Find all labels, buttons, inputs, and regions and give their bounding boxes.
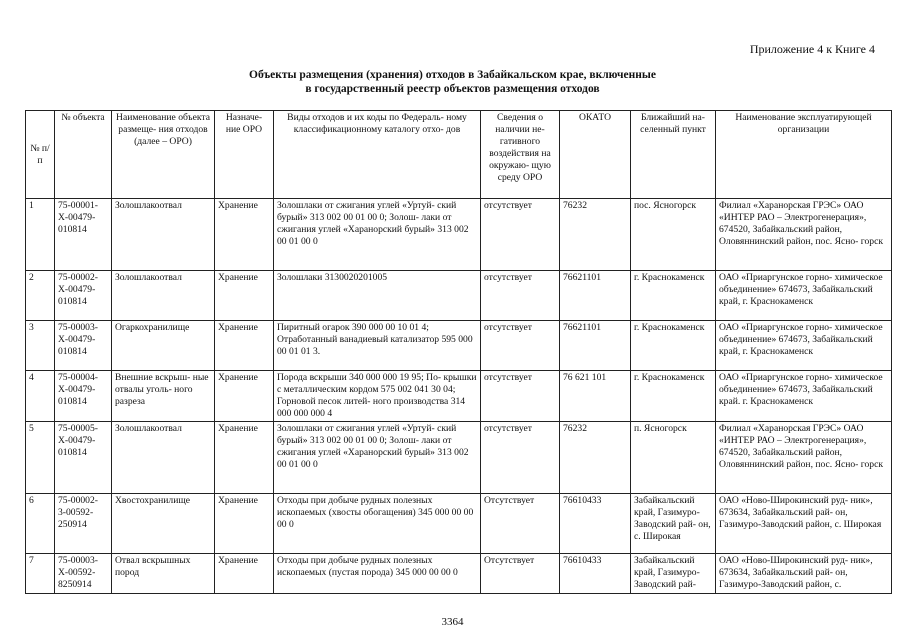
header-row (26, 111, 892, 199)
header-num: № п/п (26, 111, 55, 199)
header-settlement: Ближайший на- селенный пункт (631, 111, 716, 199)
header-name: Наименование объекта размеще- ния отходов (далее – ОРО) (112, 111, 215, 199)
cell-purpose: Хранение (215, 199, 274, 271)
cell-okato: 76232 (560, 199, 631, 271)
cell-operator: Филиал «Харанорская ГРЭС» ОАО «ИНТЕР РАО – Электрогенерация», 674520, Забайкальский район, Оловяннинский район, пос. Ясно- горск (716, 422, 892, 494)
cell-name: Золошлакоотвал (112, 199, 215, 271)
cell-impact: Отсутствует (481, 554, 560, 594)
title-line-1: Объекты размещения (хранения) отходов в Забайкальском крае, включенные (249, 69, 656, 81)
cell-okato: 76621101 (560, 321, 631, 371)
cell-impact: отсутствует (481, 422, 560, 494)
cell-purpose: Хранение (215, 271, 274, 321)
title-line-2: в государственный реестр объектов размещения отходов (305, 83, 600, 95)
header-purpose: Назначе- ние ОРО (215, 111, 274, 199)
cell-waste: Отходы при добыче рудных полезных ископаемых (пустая порода) 345 000 00 00 0 (274, 554, 481, 594)
cell-operator: ОАО «Ново-Широкинский руд- ник», 673634, Забайкальский рай- он, Газимуро-Заводский район, с. (716, 554, 892, 594)
cell-num: 3 (26, 321, 55, 371)
table-row (26, 422, 892, 494)
page-number: 3364 (441, 616, 464, 628)
registry-table (25, 110, 892, 594)
table-row (26, 371, 892, 422)
cell-operator: ОАО «Приаргунское горно- химическое объединение» 674673, Забайкальский край. г. Краснокаменск (716, 371, 892, 422)
cell-waste: Порода вскрыши 340 000 000 19 95; По- крышки с металлическим кордом 575 002 041 30 04; Горновой песок литей- ного производства 314 000 000 000 4 (274, 371, 481, 422)
cell-purpose: Хранение (215, 371, 274, 422)
cell-num: 5 (26, 422, 55, 494)
cell-impact: отсутствует (481, 199, 560, 271)
cell-object-no: 75-00005- Х-00479- 010814 (55, 422, 112, 494)
cell-waste: Золошлаки 3130020201005 (274, 271, 481, 321)
cell-name: Внешние вскрыш- ные отвалы уголь- ного разреза (112, 371, 215, 422)
header-object-no: № объекта (55, 111, 112, 199)
cell-waste: Отходы при добыче рудных полезных ископаемых (хвосты обогащения) 345 000 00 00 00 0 (274, 494, 481, 554)
cell-operator: ОАО «Ново-Широкинский руд- ник», 673634, Забайкальский рай- он, Газимуро-Заводский район, с. Широкая (716, 494, 892, 554)
cell-purpose: Хранение (215, 494, 274, 554)
table-row (26, 199, 892, 271)
cell-name: Хвостохранилище (112, 494, 215, 554)
cell-settlement: г. Краснокаменск (631, 271, 716, 321)
cell-settlement: Забайкальский край, Газимуро- Заводский рай- он, с. Широкая (631, 494, 716, 554)
cell-operator: ОАО «Приаргунское горно- химическое объединение» 674673, Забайкальский край, г. Краснокаменск (716, 271, 892, 321)
cell-okato: 76 621 101 (560, 371, 631, 422)
appendix-label: Приложение 4 к Книге 4 (749, 42, 875, 56)
cell-num: 1 (26, 199, 55, 271)
cell-settlement: г. Краснокаменск (631, 371, 716, 422)
header-okato: ОКАТО (560, 111, 631, 199)
cell-impact: отсутствует (481, 321, 560, 371)
cell-operator: ОАО «Приаргунское горно- химическое объединение» 674673, Забайкальский край, г. Краснокаменск (716, 321, 892, 371)
cell-settlement: пос. Ясногорск (631, 199, 716, 271)
cell-okato: 76610433 (560, 494, 631, 554)
cell-object-no: 75-00003- Х-00479- 010814 (55, 321, 112, 371)
cell-impact: отсутствует (481, 371, 560, 422)
cell-purpose: Хранение (215, 422, 274, 494)
header-operator: Наименование эксплуатирующей организации (716, 111, 892, 199)
cell-num: 6 (26, 494, 55, 554)
cell-okato: 76232 (560, 422, 631, 494)
cell-impact: Отсутствует (481, 494, 560, 554)
cell-object-no: 75-00002- 3-00592- 250914 (55, 494, 112, 554)
cell-object-no: 75-00002- Х-00479- 010814 (55, 271, 112, 321)
cell-object-no: 75-00004- Х-00479- 010814 (55, 371, 112, 422)
header-impact: Сведения о наличии не- гативного воздействия на окружаю- щую среду ОРО (481, 111, 560, 199)
table-row (26, 494, 892, 554)
table-row (26, 554, 892, 594)
cell-object-no: 75-00001- Х-00479- 010814 (55, 199, 112, 271)
header-waste: Виды отходов и их коды по Федераль- ному классификационному каталогу отхо- дов (274, 111, 481, 199)
cell-object-no: 75-00003- Х-00592- 8250914 (55, 554, 112, 594)
cell-waste: Пиритный огарок 390 000 00 10 01 4; Отработанный ванадиевый катализатор 595 000 00 01 01 3. (274, 321, 481, 371)
cell-num: 2 (26, 271, 55, 321)
cell-settlement: г. Краснокаменск (631, 321, 716, 371)
cell-impact: отсутствует (481, 271, 560, 321)
cell-name: Золошлакоотвал (112, 271, 215, 321)
cell-name: Огаркохранилище (112, 321, 215, 371)
cell-purpose: Хранение (215, 554, 274, 594)
cell-okato: 76610433 (560, 554, 631, 594)
cell-purpose: Хранение (215, 321, 274, 371)
cell-num: 7 (26, 554, 55, 594)
cell-operator: Филиал «Харанорская ГРЭС» ОАО «ИНТЕР РАО – Электрогенерация», 674520, Забайкальский район, Оловяннинский район, пос. Ясно- горск (716, 199, 892, 271)
document-title (0, 68, 905, 96)
cell-name: Золошлакоотвал (112, 422, 215, 494)
cell-num: 4 (26, 371, 55, 422)
table-row (26, 321, 892, 371)
cell-settlement: п. Ясногорск (631, 422, 716, 494)
table-row (26, 271, 892, 321)
cell-settlement: Забайкальский край, Газимуро- Заводский рай- (631, 554, 716, 594)
cell-waste: Золошлаки от сжигания углей «Уртуй- ский бурый» 313 002 00 01 00 0; Золош- лаки от сжигания углей «Харанорский бурый» 313 002 00 01 00 0 (274, 199, 481, 271)
cell-name: Отвал вскрышных пород (112, 554, 215, 594)
cell-waste: Золошлаки от сжигания углей «Уртуй- ский бурый» 313 002 00 01 00 0; Золош- лаки от сжигания углей «Харанорский бурый» 313 002 00 01 00 0 (274, 422, 481, 494)
cell-okato: 76621101 (560, 271, 631, 321)
